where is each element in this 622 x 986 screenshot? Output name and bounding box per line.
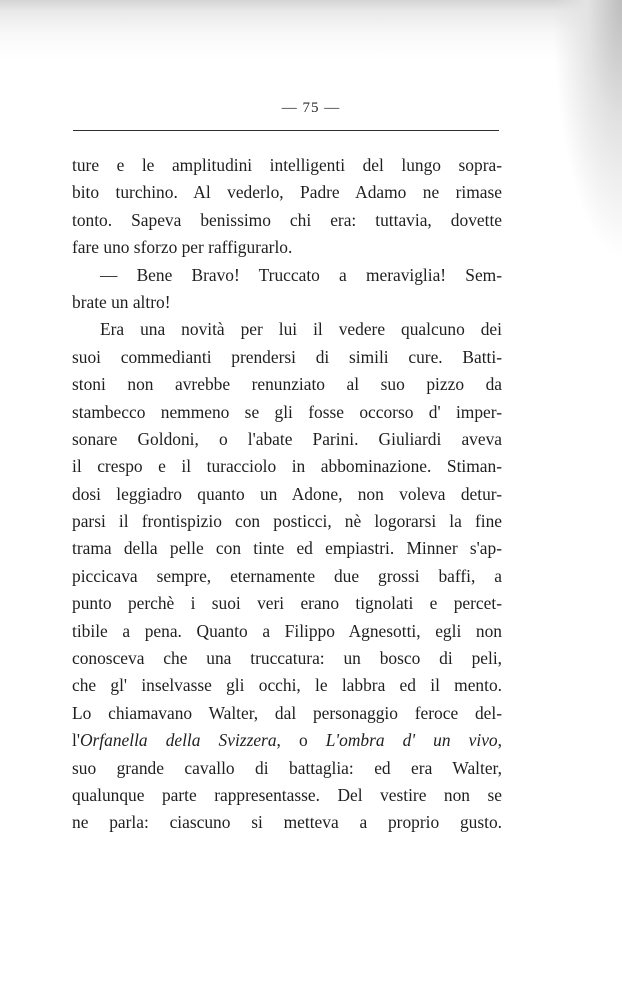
text-line: stoni non avrebbe renunziato al suo pizzo da bbox=[72, 374, 502, 395]
page-shadow-corner bbox=[552, 0, 622, 260]
text-line: che gl' inselvasse gli occhi, le labbra ed il mento. bbox=[72, 675, 502, 696]
italic-title: Orfanella della Svizzera bbox=[79, 730, 277, 751]
text-line: parsi il frontispizio con posticci, nè logorarsi la fine bbox=[72, 511, 502, 532]
text-line: — Bene Bravo! Truccato a meraviglia! Sem- bbox=[100, 264, 502, 285]
text-line: conosceva che una truccatura: un bosco di peli, bbox=[72, 648, 502, 669]
text-line: qualunque parte rappresentasse. Del vestire non se bbox=[72, 784, 502, 805]
text-line: punto perchè i suoi veri erano tignolati e percet- bbox=[72, 593, 502, 614]
text-line: sonare Goldoni, o l'abate Parini. Giuliardi aveva bbox=[72, 428, 502, 449]
text-line: Lo chiamavano Walter, dal personaggio feroce del- bbox=[72, 702, 502, 723]
text-line: trama della pelle con tinte ed empiastri. Minner s'ap- bbox=[72, 538, 502, 559]
page-shadow-top bbox=[0, 0, 622, 60]
text-line: ne parla: ciascuno si metteva a proprio gusto. bbox=[72, 812, 502, 833]
text-line: tonto. Sapeva benissimo chi era: tuttavia, dovette bbox=[72, 209, 502, 230]
text-fragment: l' bbox=[72, 730, 80, 751]
header-rule bbox=[73, 130, 499, 131]
body-text bbox=[72, 152, 502, 837]
text-line: il crespo e il turacciolo in abbominazione. Stiman- bbox=[72, 456, 502, 477]
text-line: Era una novità per lui il vedere qualcuno dei bbox=[100, 319, 502, 340]
text-line: tibile a pena. Quanto a Filippo Agnesotti, egli non bbox=[72, 620, 502, 641]
text-line-with-titles bbox=[72, 727, 502, 754]
text-line: piccicava sempre, eternamente due grossi baffi, a bbox=[72, 565, 502, 586]
text-line: brate un altro! bbox=[72, 291, 171, 312]
text-line: bito turchino. Al vederlo, Padre Adamo ne rimase bbox=[72, 182, 502, 203]
text-fragment: , o bbox=[276, 730, 326, 751]
page-number: — 75 — bbox=[281, 100, 341, 116]
text-fragment: , bbox=[497, 730, 502, 751]
text-line: stambecco nemmeno se gli fosse occorso d' imper- bbox=[72, 401, 502, 422]
italic-title: L'ombra d' un vivo bbox=[325, 730, 498, 751]
text-line: suo grande cavallo di battaglia: ed era Walter, bbox=[72, 757, 502, 778]
text-line: ture e le amplitudini intelligenti del lungo sopra- bbox=[72, 155, 502, 175]
text-line: suoi commedianti prendersi di simili cure. Batti- bbox=[72, 346, 502, 367]
text-line: fare uno sforzo per raffigurarlo. bbox=[72, 237, 293, 258]
text-line: dosi leggiadro quanto un Adone, non voleva detur- bbox=[72, 483, 502, 504]
